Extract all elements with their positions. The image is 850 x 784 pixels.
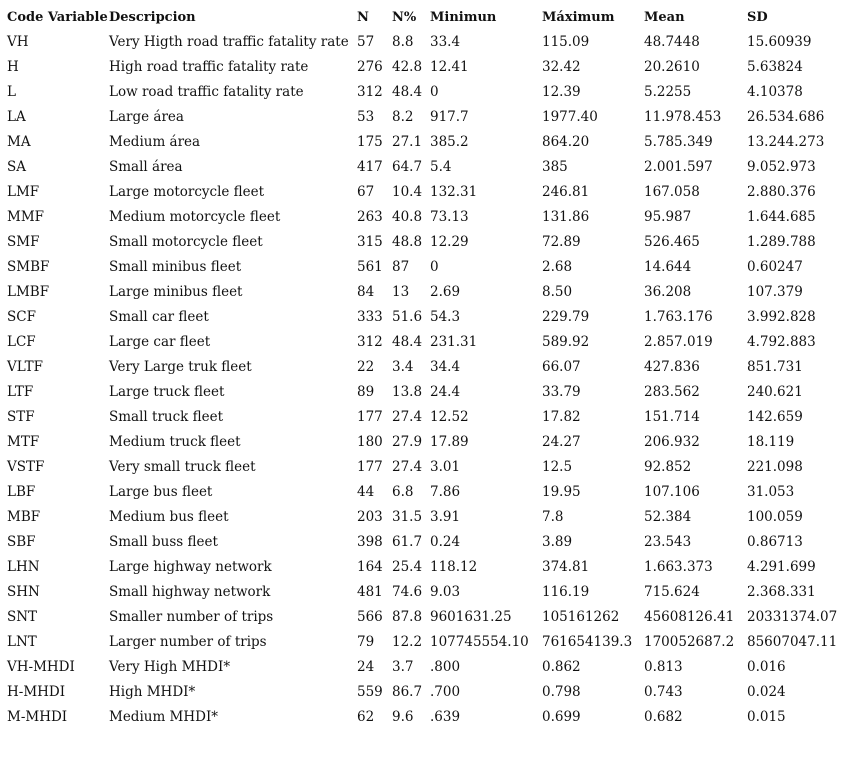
cell-sd: 221.098 [747,459,803,475]
cell-maximum: 374.81 [542,559,590,575]
cell-minimum: 12.29 [430,234,469,250]
cell-minimum: 231.31 [430,334,478,350]
cell-minimum: 3.01 [430,459,461,475]
cell-n-percent: 9.6 [392,709,414,725]
cell-code: LMBF [7,284,50,300]
cell-n-percent: 13.8 [392,384,423,400]
cell-sd: 4.10378 [747,84,803,100]
cell-n-percent: 40.8 [392,209,423,225]
column-header-description: Descripcion [109,9,196,25]
statistics-table [0,4,850,730]
cell-n-percent: 87.8 [392,609,423,625]
cell-minimum: 7.86 [430,484,461,500]
table-body [0,30,850,730]
cell-n-percent: 87 [392,259,410,275]
cell-description: Small highway network [109,584,271,600]
table-row [0,505,850,530]
table-header [0,4,850,30]
cell-maximum: 12.5 [542,459,573,475]
cell-description: Large motorcycle fleet [109,184,265,200]
cell-minimum: 3.91 [430,509,461,525]
cell-description: Small truck fleet [109,409,224,425]
cell-n-percent: 61.7 [392,534,423,550]
cell-sd: 851.731 [747,359,803,375]
cell-description: Medium motorcycle fleet [109,209,281,225]
cell-n: 566 [357,609,383,625]
cell-sd: 0.016 [747,659,786,675]
cell-maximum: 7.8 [542,509,564,525]
cell-maximum: 12.39 [542,84,581,100]
cell-mean: 2.857.019 [644,334,713,350]
column-header-sd: SD [747,9,768,25]
cell-n: 312 [357,84,383,100]
column-header-mean: Mean [644,9,685,25]
cell-code: SHN [7,584,40,600]
cell-minimum: 9.03 [430,584,461,600]
cell-minimum: 385.2 [430,134,469,150]
cell-mean: 167.058 [644,184,700,200]
cell-n-percent: 48.4 [392,84,423,100]
cell-n: 177 [357,409,383,425]
cell-description: Smaller number of trips [109,609,274,625]
cell-sd: 1.289.788 [747,234,816,250]
cell-n: 561 [357,259,383,275]
cell-n: 84 [357,284,375,300]
cell-mean: 715.624 [644,584,700,600]
cell-sd: 26.534.686 [747,109,825,125]
cell-description: High road traffic fatality rate [109,59,309,75]
table-row [0,430,850,455]
cell-sd: 107.379 [747,284,803,300]
column-header-n-percent: N% [392,9,417,25]
table-row [0,330,850,355]
cell-maximum: 17.82 [542,409,581,425]
cell-n-percent: 51.6 [392,309,423,325]
table-row [0,280,850,305]
cell-code: LNT [7,634,37,650]
table-row [0,655,850,680]
cell-sd: 4.291.699 [747,559,816,575]
cell-mean: 1.663.373 [644,559,713,575]
cell-description: Large highway network [109,559,272,575]
cell-n: 79 [357,634,375,650]
cell-n: 312 [357,334,383,350]
cell-minimum: 34.4 [430,359,461,375]
cell-description: Large minibus fleet [109,284,243,300]
cell-n-percent: 8.2 [392,109,414,125]
cell-minimum: 24.4 [430,384,461,400]
table-row [0,30,850,55]
table-row [0,380,850,405]
cell-maximum: 589.92 [542,334,590,350]
cell-maximum: 864.20 [542,134,590,150]
cell-n-percent: 10.4 [392,184,423,200]
cell-mean: 5.2255 [644,84,692,100]
cell-n-percent: 48.4 [392,334,423,350]
cell-description: Medium MHDI* [109,709,219,725]
table-row [0,630,850,655]
cell-description: Large car fleet [109,334,211,350]
cell-description: Very small truck fleet [109,459,256,475]
cell-n: 57 [357,34,375,50]
cell-description: Small car fleet [109,309,209,325]
cell-sd: 0.86713 [747,534,803,550]
cell-sd: 2.368.331 [747,584,816,600]
cell-maximum: 1977.40 [542,109,598,125]
cell-code: VLTF [7,359,43,375]
cell-n: 333 [357,309,383,325]
cell-n-percent: 13 [392,284,410,300]
cell-mean: 427.836 [644,359,700,375]
table-row [0,555,850,580]
cell-mean: 92.852 [644,459,692,475]
cell-code: STF [7,409,35,425]
cell-description: Low road traffic fatality rate [109,84,304,100]
cell-maximum: 131.86 [542,209,590,225]
cell-sd: 2.880.376 [747,184,816,200]
cell-code: MTF [7,434,40,450]
cell-n-percent: 3.7 [392,659,414,675]
table-row [0,230,850,255]
cell-maximum: 72.89 [542,234,581,250]
cell-minimum: .800 [430,659,461,675]
cell-minimum: .700 [430,684,461,700]
cell-description: Large bus fleet [109,484,213,500]
cell-mean: 107.106 [644,484,700,500]
cell-mean: 0.743 [644,684,683,700]
cell-minimum: 917.7 [430,109,469,125]
cell-mean: 45608126.41 [644,609,735,625]
cell-n: 417 [357,159,383,175]
cell-mean: 48.7448 [644,34,700,50]
table-row [0,130,850,155]
cell-code: LA [7,109,26,125]
cell-minimum: 0.24 [430,534,461,550]
cell-n: 263 [357,209,383,225]
cell-sd: 5.63824 [747,59,803,75]
cell-maximum: 8.50 [542,284,573,300]
cell-sd: 100.059 [747,509,803,525]
cell-maximum: 0.798 [542,684,581,700]
cell-mean: 1.763.176 [644,309,713,325]
cell-minimum: 107745554.10 [430,634,529,650]
column-header-code: Code Variable [7,9,108,25]
cell-n: 175 [357,134,383,150]
cell-mean: 14.644 [644,259,692,275]
cell-n-percent: 74.6 [392,584,423,600]
cell-mean: 151.714 [644,409,700,425]
cell-sd: 31.053 [747,484,795,500]
cell-maximum: 115.09 [542,34,590,50]
cell-n-percent: 86.7 [392,684,423,700]
cell-maximum: 385 [542,159,568,175]
cell-maximum: 116.19 [542,584,590,600]
cell-sd: 18.119 [747,434,795,450]
cell-code: VSTF [7,459,45,475]
cell-mean: 526.465 [644,234,700,250]
cell-n-percent: 42.8 [392,59,423,75]
cell-description: Very Large truk fleet [109,359,252,375]
cell-minimum: 54.3 [430,309,461,325]
cell-description: Medium bus fleet [109,509,229,525]
cell-n-percent: 27.9 [392,434,423,450]
cell-code: SBF [7,534,36,550]
table-row [0,580,850,605]
cell-code: H [7,59,19,75]
cell-code: SNT [7,609,38,625]
cell-sd: 0.015 [747,709,786,725]
table-row [0,205,850,230]
cell-mean: 170052687.2 [644,634,735,650]
cell-description: Large truck fleet [109,384,225,400]
cell-sd: 240.621 [747,384,803,400]
cell-maximum: 246.81 [542,184,590,200]
cell-mean: 2.001.597 [644,159,713,175]
table-row [0,455,850,480]
cell-n: 276 [357,59,383,75]
cell-maximum: 105161262 [542,609,620,625]
cell-minimum: 33.4 [430,34,461,50]
table-row [0,105,850,130]
cell-maximum: 229.79 [542,309,590,325]
cell-n: 177 [357,459,383,475]
cell-code: VH [7,34,29,50]
table-row [0,180,850,205]
cell-mean: 11.978.453 [644,109,722,125]
cell-sd: 13.244.273 [747,134,825,150]
cell-n-percent: 25.4 [392,559,423,575]
cell-n-percent: 31.5 [392,509,423,525]
cell-mean: 95.987 [644,209,692,225]
cell-description: Small minibus fleet [109,259,242,275]
cell-description: Large área [109,109,184,125]
cell-minimum: 2.69 [430,284,461,300]
cell-n: 481 [357,584,383,600]
cell-sd: 3.992.828 [747,309,816,325]
table-row [0,480,850,505]
cell-n-percent: 27.4 [392,409,423,425]
cell-maximum: 761654139.3 [542,634,633,650]
cell-mean: 0.813 [644,659,683,675]
cell-n-percent: 27.1 [392,134,423,150]
cell-n: 203 [357,509,383,525]
cell-description: Small área [109,159,183,175]
cell-sd: 142.659 [747,409,803,425]
cell-maximum: 19.95 [542,484,581,500]
cell-sd: 9.052.973 [747,159,816,175]
cell-n-percent: 27.4 [392,459,423,475]
cell-description: Very High MHDI* [109,659,231,675]
cell-code: MA [7,134,31,150]
cell-sd: 4.792.883 [747,334,816,350]
cell-sd: 20331374.07 [747,609,838,625]
cell-n-percent: 48.8 [392,234,423,250]
cell-n: 398 [357,534,383,550]
cell-n: 315 [357,234,383,250]
cell-minimum: 9601631.25 [430,609,512,625]
cell-n-percent: 12.2 [392,634,423,650]
cell-code: SA [7,159,26,175]
cell-mean: 20.2610 [644,59,700,75]
cell-sd: 1.644.685 [747,209,816,225]
column-header-n: N [357,9,369,25]
cell-n-percent: 8.8 [392,34,414,50]
cell-n: 164 [357,559,383,575]
cell-code: LCF [7,334,36,350]
cell-code: M-MHDI [7,709,68,725]
cell-sd: 15.60939 [747,34,812,50]
cell-minimum: 12.41 [430,59,469,75]
cell-code: VH-MHDI [7,659,75,675]
cell-n: 559 [357,684,383,700]
cell-minimum: 0 [430,259,439,275]
table-row [0,355,850,380]
cell-maximum: 0.699 [542,709,581,725]
cell-minimum: 12.52 [430,409,469,425]
cell-n-percent: 3.4 [392,359,414,375]
cell-n: 62 [357,709,375,725]
cell-minimum: 73.13 [430,209,469,225]
cell-n: 180 [357,434,383,450]
cell-minimum: 118.12 [430,559,478,575]
cell-code: SMBF [7,259,50,275]
table-row [0,80,850,105]
cell-minimum: 5.4 [430,159,452,175]
table-row [0,680,850,705]
cell-code: LBF [7,484,36,500]
cell-n: 53 [357,109,375,125]
column-header-maximum: Máximum [542,9,615,25]
cell-code: LHN [7,559,40,575]
cell-minimum: 17.89 [430,434,469,450]
cell-minimum: 132.31 [430,184,478,200]
cell-code: H-MHDI [7,684,66,700]
cell-description: Small buss fleet [109,534,218,550]
cell-maximum: 0.862 [542,659,581,675]
cell-sd: 0.60247 [747,259,803,275]
cell-description: Medium área [109,134,201,150]
cell-sd: 0.024 [747,684,786,700]
cell-n: 89 [357,384,375,400]
cell-description: Very Higth road traffic fatality rate [109,34,349,50]
cell-code: SCF [7,309,36,325]
cell-maximum: 3.89 [542,534,573,550]
cell-description: Small motorcycle fleet [109,234,263,250]
table-row [0,605,850,630]
cell-maximum: 33.79 [542,384,581,400]
cell-minimum: .639 [430,709,461,725]
cell-n: 67 [357,184,375,200]
cell-mean: 0.682 [644,709,683,725]
cell-sd: 85607047.11 [747,634,838,650]
cell-n: 44 [357,484,375,500]
cell-n-percent: 64.7 [392,159,423,175]
table-row [0,305,850,330]
header-row [0,4,850,30]
cell-code: L [7,84,16,100]
cell-description: High MHDI* [109,684,196,700]
cell-minimum: 0 [430,84,439,100]
table-row [0,155,850,180]
cell-description: Larger number of trips [109,634,267,650]
table-row [0,255,850,280]
cell-mean: 23.543 [644,534,692,550]
column-header-minimum: Minimun [430,9,497,25]
cell-description: Medium truck fleet [109,434,241,450]
table-row [0,405,850,430]
table-row [0,55,850,80]
cell-code: LTF [7,384,34,400]
cell-n: 22 [357,359,375,375]
cell-code: SMF [7,234,40,250]
cell-code: MMF [7,209,45,225]
table-row [0,705,850,730]
cell-mean: 52.384 [644,509,692,525]
cell-code: MBF [7,509,41,525]
cell-mean: 206.932 [644,434,700,450]
cell-maximum: 24.27 [542,434,581,450]
cell-mean: 36.208 [644,284,692,300]
cell-code: LMF [7,184,40,200]
cell-n-percent: 6.8 [392,484,414,500]
cell-mean: 5.785.349 [644,134,713,150]
cell-maximum: 66.07 [542,359,581,375]
cell-mean: 283.562 [644,384,700,400]
cell-maximum: 32.42 [542,59,581,75]
cell-n: 24 [357,659,375,675]
cell-maximum: 2.68 [542,259,573,275]
table-row [0,530,850,555]
